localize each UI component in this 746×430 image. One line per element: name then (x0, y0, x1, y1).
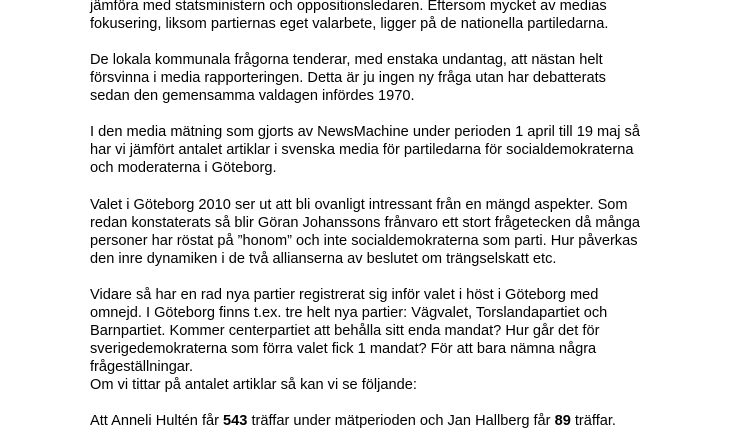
paragraph-line: Om vi tittar på antalet artiklar så kan vi se följande: (90, 377, 417, 393)
paragraph-line: sverigedemokraterna som förra valet fick 1 mandat? För att bara nämna några (90, 341, 597, 357)
paragraph-line: har vi jämfört antalet artiklar i svenska media för partiledarna för socialdemokraterna (90, 142, 634, 158)
paragraph-line: redan konstaterats så blir Göran Johanssons frånvaro ett stort frågetecken då många (90, 215, 641, 231)
paragraph-line: den inre dynamiken i de två allianserna av beslutet om trängselskatt etc. (90, 251, 557, 267)
anneli-hulten-count: 543 (223, 413, 248, 429)
paragraph-line: och moderaterna i Göteborg. (90, 160, 277, 176)
paragraph-line: Barnpartiet. Kommer centerpartiet att behålla sitt enda mandat? Hur går det för (90, 323, 600, 339)
paragraph-2 (90, 51, 730, 105)
jan-hallberg-count: 89 (554, 413, 571, 429)
paragraph-line: frågeställningar. (90, 359, 194, 375)
paragraph-7 (90, 412, 730, 430)
paragraph-line: jämföra med statsministern och oppositionsledaren. Eftersom mycket av medias (90, 0, 607, 14)
paragraph-line: sedan den gemensamma valdagen infördes 1970. (90, 88, 415, 104)
paragraph-6 (90, 376, 730, 394)
paragraph-3 (90, 123, 730, 177)
result-text-3: träffar. (570, 413, 616, 429)
paragraph-line: Valet i Göteborg 2010 ser ut att bli ovanligt intressant från en mängd aspekter. Som (90, 197, 628, 213)
paragraph-5 (90, 286, 730, 376)
paragraph-line: I den media mätning som gjorts av NewsMachine under perioden 1 april till 19 maj så (90, 124, 640, 140)
paragraph-line: De lokala kommunala frågorna tenderar, med enstaka undantag, att nästan helt (90, 52, 603, 68)
result-text-1: Att Anneli Hultén får (90, 413, 224, 429)
paragraph-line: försvinna i media rapporteringen. Detta är ju ingen ny fråga utan har debatterats (90, 70, 606, 86)
paragraph-1 (90, 0, 730, 33)
result-text-2: träffar under mätperioden och Jan Hallberg får (247, 413, 555, 429)
paragraph-4 (90, 196, 730, 268)
paragraph-line: Vidare så har en rad nya partier registrerat sig inför valet i höst i Göteborg med (90, 287, 599, 303)
paragraph-line: fokusering, liksom partiernas eget valarbete, ligger på de nationella partiledarna. (90, 16, 609, 32)
paragraph-line: personer har röstat på ”honom” och inte socialdemokraterna som parti. Hur påverkas (90, 233, 638, 249)
result-line (90, 412, 730, 430)
paragraph-line: omnejd. I Göteborg finns t.ex. tre helt nya partier: Vägvalet, Torslandapartiet och (90, 305, 608, 321)
